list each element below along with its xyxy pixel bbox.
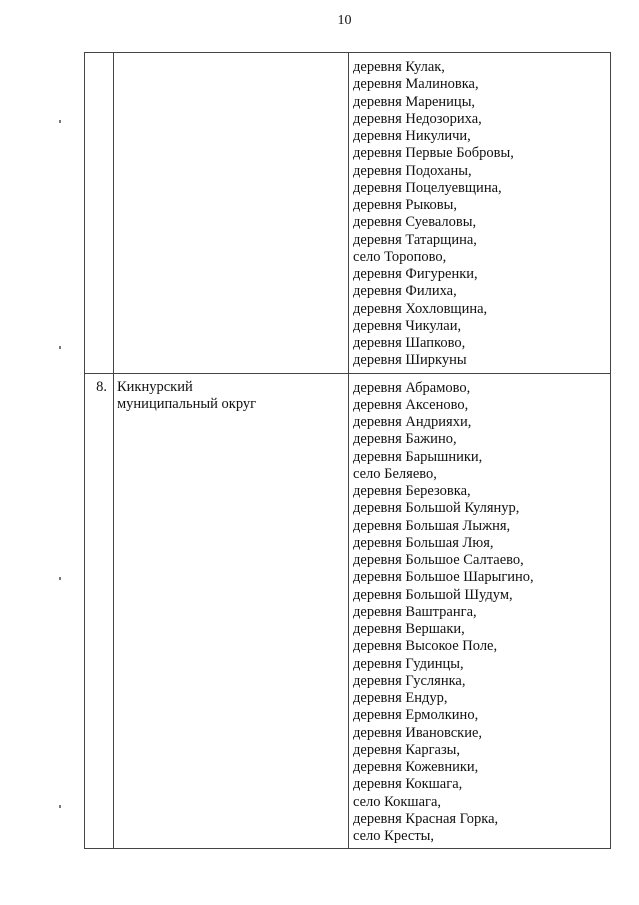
settlement-item: деревня Поцелуевщина,: [353, 179, 502, 196]
settlement-item: деревня Филиха,: [353, 283, 457, 300]
settlement-item: деревня Никуличи,: [353, 128, 471, 144]
settlement-item: деревня Рыковы,: [353, 197, 457, 213]
page-number: 10: [337, 13, 352, 28]
settlement-item: деревня Ендур,: [353, 690, 448, 706]
settlement-item: деревня Хохловщина,: [353, 300, 488, 317]
settlement-item: село Торопово,: [353, 248, 447, 265]
municipality-name-line: муниципальный округ: [117, 395, 257, 412]
scan-speck: [59, 805, 61, 808]
row-number: [85, 53, 114, 374]
settlement-item: деревня Татарщина,: [353, 231, 477, 248]
settlement-item: деревня Подоханы,: [353, 162, 472, 179]
settlement-item: деревня Большое Шарыгино,: [353, 569, 534, 586]
settlement-item: деревня Каргазы,: [353, 741, 461, 758]
settlement-item: деревня Чикулаи,: [353, 317, 462, 334]
settlement-item: деревня Большое Салтаево,: [353, 552, 524, 568]
settlement-item: деревня Кожевники,: [353, 759, 479, 775]
settlement-item: деревня Суеваловы,: [353, 214, 477, 231]
settlement-item: деревня Аксеново,: [353, 396, 469, 413]
settlement-item: деревня Ширкуны: [353, 352, 467, 369]
settlement-item: деревня Вершаки,: [353, 621, 465, 637]
settlement-item: деревня Абрамово,: [353, 379, 471, 396]
settlement-item: деревня Бажино,: [353, 431, 457, 448]
settlement-item: деревня Красная Горка,: [353, 810, 499, 827]
settlement-item: село Беляево,: [353, 465, 437, 482]
settlement-item: деревня Гуслянка,: [353, 672, 466, 689]
scan-speck: [59, 120, 61, 123]
settlement-item: деревня Недозориха,: [353, 110, 482, 127]
settlement-item: деревня Кулак,: [353, 59, 445, 75]
settlement-item: деревня Большая Лыжня,: [353, 517, 511, 534]
settlement-item: деревня Мареницы,: [353, 93, 476, 110]
settlement-item: деревня Ваштранга,: [353, 603, 477, 620]
settlement-item: деревня Большой Шудум,: [353, 586, 513, 603]
settlement-item: деревня Ермолкино,: [353, 707, 479, 724]
settlement-item: деревня Березовка,: [353, 483, 471, 499]
row-number: 8.: [85, 373, 114, 849]
settlement-item: деревня Большой Кулянур,: [353, 500, 520, 517]
settlements-table: [84, 52, 611, 849]
settlement-list: [349, 53, 611, 374]
scan-speck: [59, 346, 61, 349]
table-row: [85, 373, 611, 849]
settlement-item: деревня Фигуренки,: [353, 266, 478, 282]
scan-speck: [59, 577, 61, 580]
settlement-item: деревня Андрияхи,: [353, 414, 472, 430]
settlement-item: деревня Шапково,: [353, 335, 466, 351]
settlement-item: деревня Большая Люя,: [353, 534, 494, 551]
municipality-name: [114, 53, 349, 374]
settlement-item: деревня Барышники,: [353, 448, 483, 465]
municipality-name: [114, 373, 349, 849]
municipality-name-line: Кикнурский: [117, 378, 193, 395]
settlement-item: деревня Высокое Поле,: [353, 638, 498, 655]
settlement-item: деревня Гудинцы,: [353, 655, 464, 672]
settlement-list: [349, 373, 611, 849]
settlement-item: село Кресты,: [353, 828, 435, 844]
settlement-item: село Кокшага,: [353, 793, 442, 810]
settlement-item: деревня Малиновка,: [353, 76, 479, 93]
settlement-item: деревня Кокшага,: [353, 776, 463, 793]
table-row: [85, 53, 611, 374]
settlement-item: деревня Ивановские,: [353, 724, 483, 741]
settlement-item: деревня Первые Бобровы,: [353, 145, 514, 162]
